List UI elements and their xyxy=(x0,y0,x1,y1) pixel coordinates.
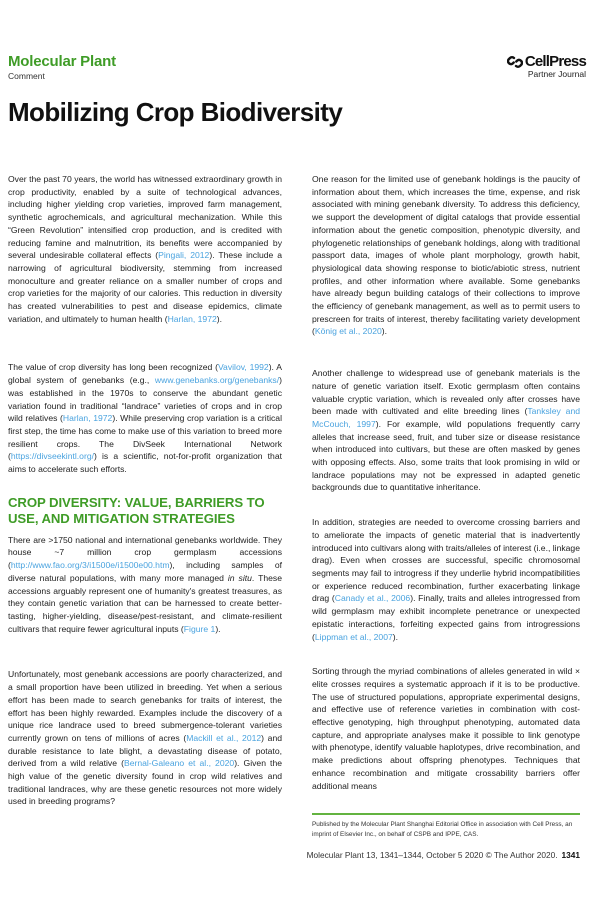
paragraph-text: ). xyxy=(392,631,399,642)
citation-link[interactable]: Pingali, 2012 xyxy=(158,250,210,261)
figure-link[interactable]: Figure 1 xyxy=(183,623,216,634)
right-column xyxy=(312,173,580,792)
paragraph-text: ) and durable resistance to late blight, a devastating disease of potato, derived from a wild relative ( xyxy=(8,732,283,769)
paragraph-text: ) is a scientific, not-for-profit organization that aims to accelerate such efforts. xyxy=(8,451,282,475)
page-number: 1341 xyxy=(561,850,580,860)
paragraph-text: ). Given the high value of the genetic diversity found in crop wild relatives and traditional landraces, why are these genetic resources not more widely used in breeding programs? xyxy=(8,758,283,807)
citation-link[interactable]: Harlan, 1972 xyxy=(62,413,113,424)
footer-divider xyxy=(312,813,580,815)
paragraph-text: Over the past 70 years, the world has witnessed extraordinary growth in crop productivity, enabled by a suite of technological advances, including higher yielding crop varieties, improved farm management, synthetic agrochemicals, and agricultural mechanization. While this “Green Revolution” intensified crop production, and is credited with reducing famine and malnutrition, its benefits were accompanied by several undesirable collateral effects ( xyxy=(8,174,282,261)
paragraph-text: One reason for the limited use of genebank holdings is the paucity of information about them, which increases the time, expense, and risk associated with mining genebank diversity. To address this deficiency, we support the development of digital catalogs that provide essential information about the genetic composition, phenotypic diversity, and phylogenetic relationships of genebank holdings, along with traditional passport data, images of whole plant morphology, growth habit, physiological data showing response to biotic/abiotic stress, nutrient profiles, and other information where available. Some genebanks have already begun building catalogs of their collections to improve the efficiency of genebank management, as well as to permit users to prescreen for traits of interest, thereby facilitating variety development ( xyxy=(312,174,580,337)
paragraph-text: Another challenge to widespread use of genebank materials is the nature of genetic variation itself. Exotic germplasm often contains valuable cryptic variation, which is revealed only after crosses have been made with cultivated and elite breeding lines ( xyxy=(312,368,580,417)
paragraph xyxy=(312,665,580,792)
paragraph-text: ). For example, wild populations frequently carry alleles that increase seed, fruit, and tuber size or disease resistance when introduced into cultivars, but these are often masked by genes with opposing effects. Also, some traits that look promising in wild or landrace populations may not be expressed in adapted genetic backgrounds due to quantitative inheritance. xyxy=(312,418,580,493)
paragraph-text: Sorting through the myriad combinations of alleles generated in wild × elite crosses requires a systematic approach if it is to be productive. The use of structured populations, appropriate experimental designs, and effective use of reference varieties in combination with cost-effective genotyping, high throughput phenotyping, automated data capture, and appropriate analyses make it possible to link genotype with phenotype, identify valuable haplotypes, drive recombination, and make predictions about offspring phenotypes. Techniques that enhance recombination and mitigate crossability barriers offer additional means xyxy=(312,666,580,791)
paragraph xyxy=(312,516,580,643)
paragraph-text: ). xyxy=(381,326,388,337)
paragraph-text: Unfortunately, most genebank accessions are poorly characterized, and a small proportion have been utilized in breeding. Yet when a serious effort has been made to search genebanks for traits of interest, the effort has been highly rewarded. Examples include the discovery of a unique rice landrace used to breed submergence-tolerant varieties currently grown on tens of millions of acres ( xyxy=(8,669,282,743)
paragraph-text: There are >1750 national and international genebanks worldwide. They house ~7 million crop germplasm accessions ( xyxy=(8,534,282,571)
paragraph xyxy=(8,173,282,325)
publisher-logo-name: CellPress xyxy=(524,53,586,70)
paragraph-text: ). These include a narrowing of agricultural biodiversity, stemming from increased monoculture and greater reliance on a smaller number of crops and crop varieties for the majority of our calories. This reduction in diversity has created vulnerabilities to pest and disease epidemics, climate variation, and ultimately to human health ( xyxy=(8,250,282,324)
cellpress-link-icon xyxy=(507,55,523,69)
paragraph xyxy=(8,534,282,636)
citation-link[interactable]: Lippman et al., 2007 xyxy=(314,631,393,642)
paragraph-text: . These accessions arguably represent one of humanity's greatest treasures, as they contain genetic variation that can be harnessed to create better-tasting, higher-yielding, disease/pest-resistant, and climate-resilient cultivars that require fewer agricultural inputs ( xyxy=(8,572,282,634)
section-heading: CROP DIVERSITY: VALUE, BARRIERS TO USE, AND MITIGATION STRATEGIES xyxy=(8,494,265,526)
citation-link[interactable]: Bernal-Galeano et al., 2020 xyxy=(123,758,235,769)
citation-link[interactable]: König et al., 2020 xyxy=(314,326,382,337)
citation-link[interactable]: Vavilov, 1992 xyxy=(217,362,269,373)
footer-citation xyxy=(307,850,580,860)
publisher-logo-subtitle: Partner Journal xyxy=(527,69,586,79)
article-title: Mobilizing Crop Biodiversity xyxy=(8,97,343,127)
citation-link[interactable]: Mackill et al., 2012 xyxy=(186,732,262,743)
paragraph-text: In addition, strategies are needed to overcome crossing barriers and to ameliorate the impacts of genetic material that is inadvertently introduced into cultivars along with traits/alleles of interest (i.e., linkage drag). Even when crosses are successful, specific chromosomal segments may fail to introgress if they underlie hybrid incompatibilities or experience reduced recombination, further exacerbating linkage drag ( xyxy=(312,517,580,604)
paragraph-text: ), including samples of diverse natural populations, with many more managed xyxy=(8,560,282,583)
publisher-note: Published by the Molecular Plant Shanghai Editorial Office in association with Cell Press, an imprint of Elsevier Inc., on behalf of CSPB and IPPE, CAS. xyxy=(312,821,573,838)
left-column xyxy=(8,173,282,837)
paragraph-text: ). While preserving crop variation is a critical first step, the time has come to make use of this variation to breed more resilient crops. The DivSeek International Network ( xyxy=(8,413,282,462)
paragraph-text: ). Finally, traits and alleles introgressed from wild germplasm may exhibit incomplete penetrance or unexpected epistatic interactions, forfeiting expected gains from introgressions ( xyxy=(312,593,580,642)
paragraph-text: ) was established in the 1970s to conserve the abundant genetic variation found in traditional “landrace” varieties of crops and in crop wild relatives ( xyxy=(8,375,282,424)
paragraph xyxy=(8,668,282,808)
url-link[interactable]: https://divseekintl.org/ xyxy=(10,451,94,462)
url-link[interactable]: www.genebanks.org/genebanks/ xyxy=(154,375,280,386)
citation-link[interactable]: Harlan, 1972 xyxy=(167,313,217,324)
paragraph-text: ). xyxy=(216,313,223,324)
citation-link[interactable]: Tanksley and McCouch, 1997 xyxy=(312,406,580,429)
journal-citation: Molecular Plant 13, 1341–1344, October 5 2020 © The Author 2020. xyxy=(306,850,558,860)
paragraph-text: The value of crop diversity has long been recognized ( xyxy=(8,362,218,373)
journal-name: Molecular Plant xyxy=(8,53,116,70)
paragraph xyxy=(312,173,580,338)
italic-term: in situ xyxy=(227,572,252,583)
paragraph-text: ). xyxy=(215,623,221,634)
paragraph xyxy=(8,361,282,475)
paragraph xyxy=(312,367,580,494)
publisher-logo xyxy=(507,53,586,79)
citation-link[interactable]: Canady et al., 2006 xyxy=(334,593,411,604)
article-type: Comment xyxy=(8,71,45,81)
paragraph-text: ). A global system of genebanks (e.g., xyxy=(8,362,282,386)
url-link[interactable]: http://www.fao.org/3/i1500e/i1500e00.htm xyxy=(10,560,170,571)
